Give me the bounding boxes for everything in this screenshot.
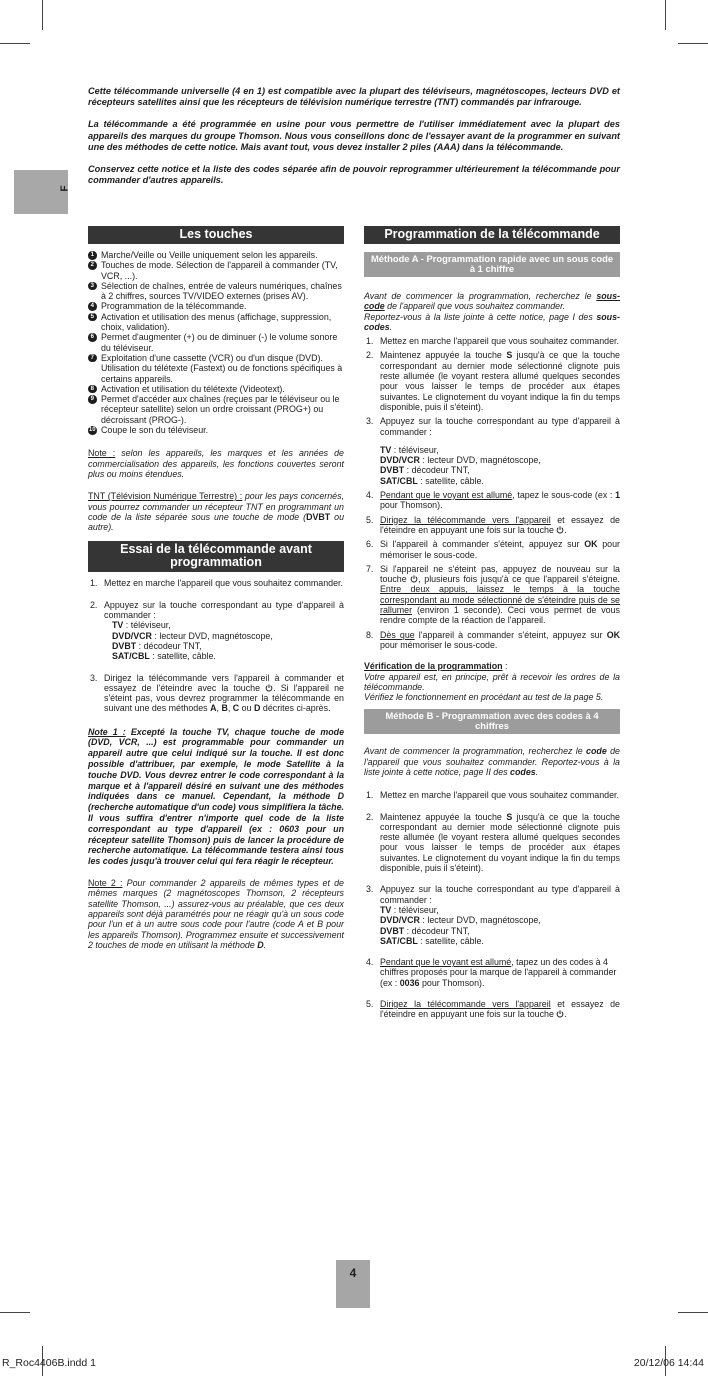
device-list — [380, 445, 620, 486]
tnt-note — [88, 491, 344, 532]
step-text: Appuyez sur la touche correspondant au type d'appareil à commander : — [380, 884, 620, 905]
touch-item — [88, 312, 344, 333]
device-key: SAT/CBL — [380, 475, 418, 486]
verification-text: Votre appareil est, en principe, prêt à recevoir les ordres de la télécommande. — [364, 671, 620, 692]
step-underline: Dès que — [380, 629, 415, 640]
touch-item — [88, 394, 344, 425]
step-text: , tapez un des codes à 4 chiffres proposés pour la marque de l'appareil à commander (ex : — [380, 957, 617, 988]
device-item — [380, 445, 620, 455]
device-item — [380, 455, 620, 465]
step-text: et essayez de l'éteindre en appuyant une fois sur la touche — [380, 999, 620, 1020]
essai-step-text: Appuyez sur la touche correspondant au type d'appareil à commander : — [104, 599, 344, 621]
key-s: S — [506, 350, 513, 361]
device-item — [112, 631, 344, 641]
touch-text: Exploitation d'une cassette (VCR) ou d'un disque (DVD). Utilisation du télétexte (Fastext) ou de fonctions spécifiques à certains appareils. — [101, 352, 343, 384]
method-b-step: 2. Maintenez appuyée la touche S jusqu'à ce que la touche correspondant au dernier mode sélectionné clignote puis reste allumée (le voyant restera allumé quelques secondes pour vous laisser le temps de procéder aux étapes suivantes. Le clignotement du voyant indique la fin du temps disponible, puis il s'éteint). — [366, 811, 620, 874]
step-text: jusqu'à ce que la touche correspondant au dernier mode sélectionné clignote puis reste allumée (le voyant restera allumé quelques secondes pour vous laisser le temps de procéder aux étapes suivantes. Le clignotement du voyant indique la fin du temps disponible, puis il s'éteint). — [380, 350, 620, 412]
page-number: 4 — [349, 1266, 357, 1280]
step-text: Maintenez appuyée la touche — [380, 811, 507, 822]
device-desc: : décodeur TNT, — [136, 640, 202, 651]
essai-step-text: Mettez en marche l'appareil que vous souhaitez commander. — [104, 578, 343, 589]
verification-block — [364, 661, 620, 702]
verification-colon: : — [502, 661, 508, 672]
device-desc: : satellite, câble. — [417, 475, 484, 486]
intro-paragraph: La télécommande a été programmée en usine pour vous permettre de l'utiliser immédiatement avec la plupart des appareils des marques du groupe Thomson. Nous vous conseillons donc de l'essayer avant de la programmer en suivant une des méthodes de cette notice. Mais avant tout, vous devez installer 2 piles (AAA) dans la télécommande. — [88, 119, 620, 152]
key-number: 10 — [88, 427, 96, 434]
intro-paragraph: Cette télécommande universelle (4 en 1) est compatible avec la plupart des téléviseurs, magnétoscopes, lecteurs DVD et récepteurs satellites ainsi que les récepteurs de télévision numérique terrestre (TNT) commandés par infrarouge. — [88, 86, 620, 108]
touch-text: Activation et utilisation des menus (affichage, suppression, choix, validation). — [101, 311, 332, 333]
step-text: pour Thomson). — [419, 977, 485, 988]
note-1 — [88, 727, 344, 867]
step-text: (environ 1 seconde). Ceci vous permet de vous rendre compte de la réaction de l'appareil. — [380, 605, 620, 626]
device-key: TV — [112, 620, 124, 631]
method-a-step: 1. Mettez en marche l'appareil que vous souhaitez commander. — [366, 336, 619, 347]
method-a-heading: Méthode A - Programmation rapide avec un sous code à 1 chiffre — [364, 252, 620, 277]
key-number: 7 — [88, 354, 97, 363]
footer-filename: R_Roc4406B.indd 1 — [2, 1357, 96, 1369]
tnt-text: pour les pays concernés, vous pourrez commander un récepteur TNT en programmant un code de la liste séparée sous une touche de mode ( — [88, 491, 344, 522]
device-item — [112, 641, 344, 651]
step-text: Mettez en marche l'appareil que vous souhaitez commander. — [380, 336, 619, 347]
right-column — [364, 226, 620, 1020]
device-desc: : lecteur DVD, magnétoscope, — [419, 455, 541, 466]
essai-steps — [88, 578, 344, 713]
device-key: DVD/VCR — [112, 630, 152, 641]
method-b-step: 5. Dirigez la télécommande vers l'appareil et essayez de l'éteindre en appuyant une fois sur la touche . — [366, 999, 620, 1020]
touch-item — [88, 353, 344, 384]
touch-item — [88, 332, 344, 353]
essai-step: 3. Dirigez la télécommande vers l'appareil à commander et essayez de l'éteindre avec la touche . Si l'appareil ne s'éteint pas, vous devrez programmer la télécommande en suivant une des méthodes A, B, C ou D décrites ci-après. — [90, 672, 344, 714]
step-text: Si l'appareil ne s'éteint pas, appuyez de nouveau sur la touche — [380, 563, 620, 585]
device-key: SAT/CBL — [112, 651, 150, 662]
device-desc: : lecteur DVD, magnétoscope, — [151, 630, 273, 641]
device-desc: : téléviseur, — [391, 444, 439, 455]
step-text: Appuyez sur la touche correspondant au type d'appareil à commander : — [380, 416, 620, 437]
touch-text: Permet d'accéder aux chaînes (reçues par le téléviseur ou le récepteur satellite) selon un ordre croissant (PROG+) ou décroissant (PROG-). — [101, 394, 340, 425]
device-list — [380, 905, 620, 946]
note2-end: . — [263, 939, 267, 950]
note1-text: Excepté la touche TV, chaque touche de mode (DVD, VCR, ...) est programmable pour commander un appareil autre que celui indiqué sur la touche. Il est donc possible d'attribuer, par exemple, le mode Satellite à la touche DVD. Vous devrez entrer le code correspondant à la marque et à l'appareil désiré en suivant une des méthodes indiquées dans ce manuel. Cependant, la méthode D (recherche automatique d'un code) vous simplifiera la tâche. Il vous suffira d'entrer n'importe quel code de la liste correspondant au type d'appareil (ex : 0603 pour un récepteur satellite Thomson) puis de lancer la procédure de recherche automatique. La télécommande testera ainsi tous les codes jusqu'à trouver celui qui fera réagir le récepteur. — [88, 726, 344, 867]
intro-text: Reportez-vous à la liste jointe à cette notice, page I des — [364, 311, 597, 322]
note-2 — [88, 878, 344, 950]
touch-text: Touches de mode. Sélection de l'appareil à commander (TV, VCR, ...). — [101, 260, 338, 281]
crop-mark — [665, 0, 666, 30]
intro-keyword: sous-codes — [364, 311, 620, 332]
device-item — [112, 620, 344, 630]
tnt-end: ou autre). — [88, 511, 345, 533]
touches-list — [88, 250, 344, 435]
step-bold: OK — [584, 539, 598, 550]
method-b-step: 4. Pendant que le voyant est allumé, tapez un des codes à 4 chiffres proposés pour la marque de l'appareil à commander (ex : 0036 pour Thomson). — [366, 957, 617, 988]
method-a-step: 2. Maintenez appuyée la touche S jusqu'à ce que la touche correspondant au dernier mode sélectionné clignote puis reste allumée (le voyant restera allumé quelques secondes pour vous laisser le temps de procéder aux étapes suivantes. Le clignotement du voyant indique la fin du temps disponible, puis il s'éteint). — [366, 350, 620, 412]
tnt-key: DVBT — [306, 511, 331, 522]
essai-step-text: décrites ci-après. — [260, 703, 331, 714]
key-number: 5 — [88, 313, 97, 322]
step-text: Si l'appareil à commander s'éteint, appuyez sur — [380, 539, 585, 550]
touch-item — [88, 301, 344, 311]
device-key: TV — [380, 444, 392, 455]
step-text: pour mémoriser le sous-code. — [380, 639, 498, 650]
method-a-step: 6. Si l'appareil à commander s'éteint, appuyez sur OK pour mémoriser le sous-code. — [366, 539, 620, 560]
essai-step: 1. Mettez en marche l'appareil que vous souhaitez commander. — [90, 578, 343, 589]
touch-text: Permet d'augmenter (+) ou de diminuer (-) le volume sonore du téléviseur. — [101, 332, 338, 353]
device-item — [380, 936, 620, 946]
crop-mark — [0, 1312, 30, 1313]
step-bold: 0036 — [399, 977, 420, 988]
method-letter: B — [221, 703, 228, 714]
programmation-heading: Programmation de la télécommande — [364, 226, 620, 244]
step-bold: 1 — [615, 490, 620, 501]
touch-item — [88, 425, 344, 435]
intro-keyword: codes — [510, 766, 536, 777]
method-letter: A — [210, 703, 217, 714]
device-key: DVBT — [380, 465, 405, 476]
step-text: Mettez en marche l'appareil que vous souhaitez commander. — [380, 790, 619, 801]
intro-text — [88, 86, 620, 197]
method-letter: C — [232, 703, 240, 714]
intro-text: Avant de commencer la programmation, recherchez le — [364, 746, 587, 757]
tnt-label: TNT (Télévision Numérique Terrestre) : — [88, 491, 243, 502]
key-number: 4 — [88, 302, 97, 311]
device-key: TV — [380, 904, 392, 915]
device-key: DVD/VCR — [380, 455, 420, 466]
method-b-steps — [364, 790, 620, 1019]
method-b-step: 1. Mettez en marche l'appareil que vous souhaitez commander. — [366, 790, 619, 801]
touches-heading: Les touches — [88, 226, 344, 244]
intro-paragraph: Conservez cette notice et la liste des codes séparée afin de pouvoir reprogrammer ultérieurement la télécommande pour commander d'autres appareils. — [88, 164, 620, 186]
touch-text: Sélection de chaînes, entrée de valeurs numériques, chaînes à 2 chiffres, sources TV/VIDEO externes (prises AV). — [101, 280, 342, 302]
step-underline: Pendant que le voyant est allumé — [380, 490, 513, 501]
essai-step-text: . Si l'appareil ne s'éteint pas, vous devrez programmer la télécommande en suivant une des méthodes — [104, 682, 344, 714]
language-tab-label: F — [59, 185, 71, 192]
essai-heading: Essai de la télécommande avant programmation — [88, 541, 344, 572]
method-b-step: 3. Appuyez sur la touche correspondant au type d'appareil à commander : TV : téléviseur, DVD/VCR : lecteur DVD, magnétoscope, DVBT : décodeur TNT, SAT/CBL : satellite, câble. — [366, 884, 620, 946]
intro-keyword: sous-code — [364, 291, 620, 312]
device-desc: : satellite, câble. — [417, 935, 484, 946]
power-icon — [556, 1010, 564, 1018]
method-a-step: 4. Pendant que le voyant est allumé, tapez le sous-code (ex : 1 pour Thomson). — [366, 490, 620, 511]
device-item — [380, 926, 620, 936]
intro-text: Avant de commencer la programmation, recherchez le — [364, 291, 597, 301]
device-desc: : décodeur TNT, — [404, 925, 470, 936]
device-item — [380, 905, 620, 915]
key-number: 9 — [88, 395, 97, 404]
step-underline: Dirigez la télécommande vers l'appareil — [380, 514, 551, 525]
step-text: , plusieurs fois jusqu'à ce que l'appareil s'éteigne. — [418, 574, 620, 585]
method-b-heading: Méthode B - Programmation avec des codes à 4 chiffres — [364, 709, 620, 734]
step-underline: Pendant que le voyant est allumé — [380, 957, 512, 968]
method-letter: D — [254, 703, 261, 714]
step-bold: OK — [606, 629, 620, 640]
page-number-box — [336, 1260, 370, 1308]
device-key: DVBT — [380, 925, 405, 936]
device-desc: : décodeur TNT, — [404, 465, 470, 476]
left-column — [88, 226, 344, 950]
method-a-step: 8. Dès que l'appareil à commander s'éteint, appuyez sur OK pour mémoriser le sous-code. — [366, 629, 620, 650]
device-desc: : téléviseur, — [391, 904, 439, 915]
language-tab — [14, 170, 71, 214]
crop-mark — [678, 1312, 708, 1313]
device-list — [104, 620, 344, 661]
step-text: pour mémoriser le sous-code. — [380, 539, 620, 560]
note1-label: Note 1 : — [88, 726, 126, 737]
crop-mark — [0, 43, 30, 44]
key-s: S — [506, 811, 513, 822]
note2-text: Pour commander 2 appareils de mêmes types et de mêmes marques (2 magnétoscopes Thomson, 2 récepteurs satellite Thomson, ...) assurez-vous au préalable, que ces deux appareils sont déjà paramétrés pour ne réagir qu'à un sous code pour l'un et à un autre sous code pour l'autre (code A et B pour les appareils Thomson). Programmez ensuite et successivement 2 touches de mode en utilisant la méthode — [88, 878, 344, 950]
method-a-step: 3. Appuyez sur la touche correspondant au type d'appareil à commander : TV : téléviseur, DVD/VCR : lecteur DVD, magnétoscope, DVBT : décodeur TNT, SAT/CBL : satellite, câble. — [366, 416, 620, 486]
device-desc: : lecteur DVD, magnétoscope, — [419, 915, 541, 926]
verification-heading: Vérification de la programmation — [364, 661, 503, 672]
note-label: Note : — [88, 448, 116, 459]
device-desc: : téléviseur, — [123, 620, 171, 631]
power-icon — [265, 684, 273, 692]
key-number: 1 — [88, 251, 97, 260]
device-key: SAT/CBL — [380, 935, 418, 946]
key-number: 2 — [88, 261, 97, 270]
step-text: Maintenez appuyée la touche — [380, 350, 507, 361]
method-a-steps — [364, 336, 620, 650]
step-text: l'appareil à commander s'éteint, appuyez sur — [414, 629, 607, 640]
device-item — [380, 465, 620, 475]
device-desc: : satellite, câble. — [149, 651, 216, 662]
touch-text: Marche/Veille ou Veille uniquement selon les appareils. — [101, 250, 318, 260]
step-text: jusqu'à ce que la touche correspondant au dernier mode sélectionné clignote puis reste allumée (le voyant restera allumé quelques secondes pour vous laisser le temps de procéder aux étapes suivantes. Le clignotement du voyant indique la fin du temps disponible, puis il s'éteint). — [380, 811, 620, 874]
device-key: DVBT — [112, 640, 137, 651]
crop-mark — [678, 43, 708, 44]
step-text: , tapez le sous-code (ex : — [512, 490, 616, 501]
intro-text: de l'appareil que vous souhaitez commander. — [384, 301, 566, 312]
device-item — [112, 651, 344, 661]
step-text: pour Thomson). — [380, 500, 443, 511]
note-text: selon les appareils, les marques et les années de commercialisation des appareils, les fonctions couvertes seront plus ou moins étendues. — [88, 448, 344, 479]
touch-item — [88, 260, 344, 281]
key-number: 6 — [88, 333, 97, 342]
method-a-step: 7. Si l'appareil ne s'éteint pas, appuyez de nouveau sur la touche , plusieurs fois jusqu'à ce que l'appareil s'éteigne. Entre deux appuis, laissez le temps à la touche correspondant au mode sélectionné de s'éteindre puis de se rallumer (environ 1 seconde). Ceci vous permet de vous rendre compte de la réaction de l'appareil. — [366, 563, 620, 626]
touches-note — [88, 448, 344, 479]
device-item — [380, 915, 620, 925]
key-number: 3 — [88, 282, 97, 291]
intro-keyword: code — [586, 746, 607, 757]
touch-item — [88, 281, 344, 302]
method-b-intro: Avant de commencer la programmation, recherchez le code de l'appareil que vous souhaitez commander. Reportez-vous à la liste jointe à cette notice, page II des codes. — [364, 746, 620, 777]
step-underline: Dirigez la télécommande vers l'appareil — [380, 999, 551, 1010]
essai-step: 2. Appuyez sur la touche correspondant au type d'appareil à commander : TV : téléviseur, DVD/VCR : lecteur DVD, magnétoscope, DVBT : décodeur TNT, SAT/CBL : satellite, câble. — [90, 599, 344, 662]
method-a-intro: Avant de commencer la programmation, recherchez le sous-code de l'appareil que vous souhaitez commander. Reportez-vous à la liste jointe à cette notice, page I des sous-codes. — [364, 291, 620, 332]
device-item — [380, 476, 620, 486]
intro-text: de l'appareil que vous souhaitez commander. Reportez-vous à la liste jointe à cette notice, page II des — [364, 746, 620, 777]
step-underline: Entre deux appuis, laissez le temps à la touche correspondant au mode sélectionné de s'éteindre puis de se rallumer — [380, 584, 620, 616]
crop-mark — [42, 0, 43, 30]
method-a-step: 5. Dirigez la télécommande vers l'appareil et essayez de l'éteindre en appuyant une fois sur la touche . — [366, 514, 620, 535]
touch-text: Activation et utilisation du télétexte (Videotext). — [101, 383, 285, 394]
power-icon — [556, 526, 564, 534]
touch-text: Programmation de la télécommande. — [101, 301, 247, 312]
step-text: et essayez de l'éteindre en appuyant une fois sur la touche — [380, 514, 620, 535]
verification-text: Vérifiez le fonctionnement en procédant au test de la page 5. — [364, 692, 604, 703]
touch-item — [88, 384, 344, 394]
note2-label: Note 2 : — [88, 878, 123, 889]
essai-step-text: Dirigez la télécommande vers l'appareil à commander et essayez de l'éteindre avec la touche — [104, 672, 344, 693]
touch-item — [88, 250, 344, 260]
footer-date: 20/12/06 14:44 — [633, 1357, 704, 1369]
device-key: DVD/VCR — [380, 915, 420, 926]
key-number: 8 — [88, 385, 97, 394]
touch-text: Coupe le son du téléviseur. — [101, 425, 209, 436]
note2-method: D — [257, 939, 264, 950]
